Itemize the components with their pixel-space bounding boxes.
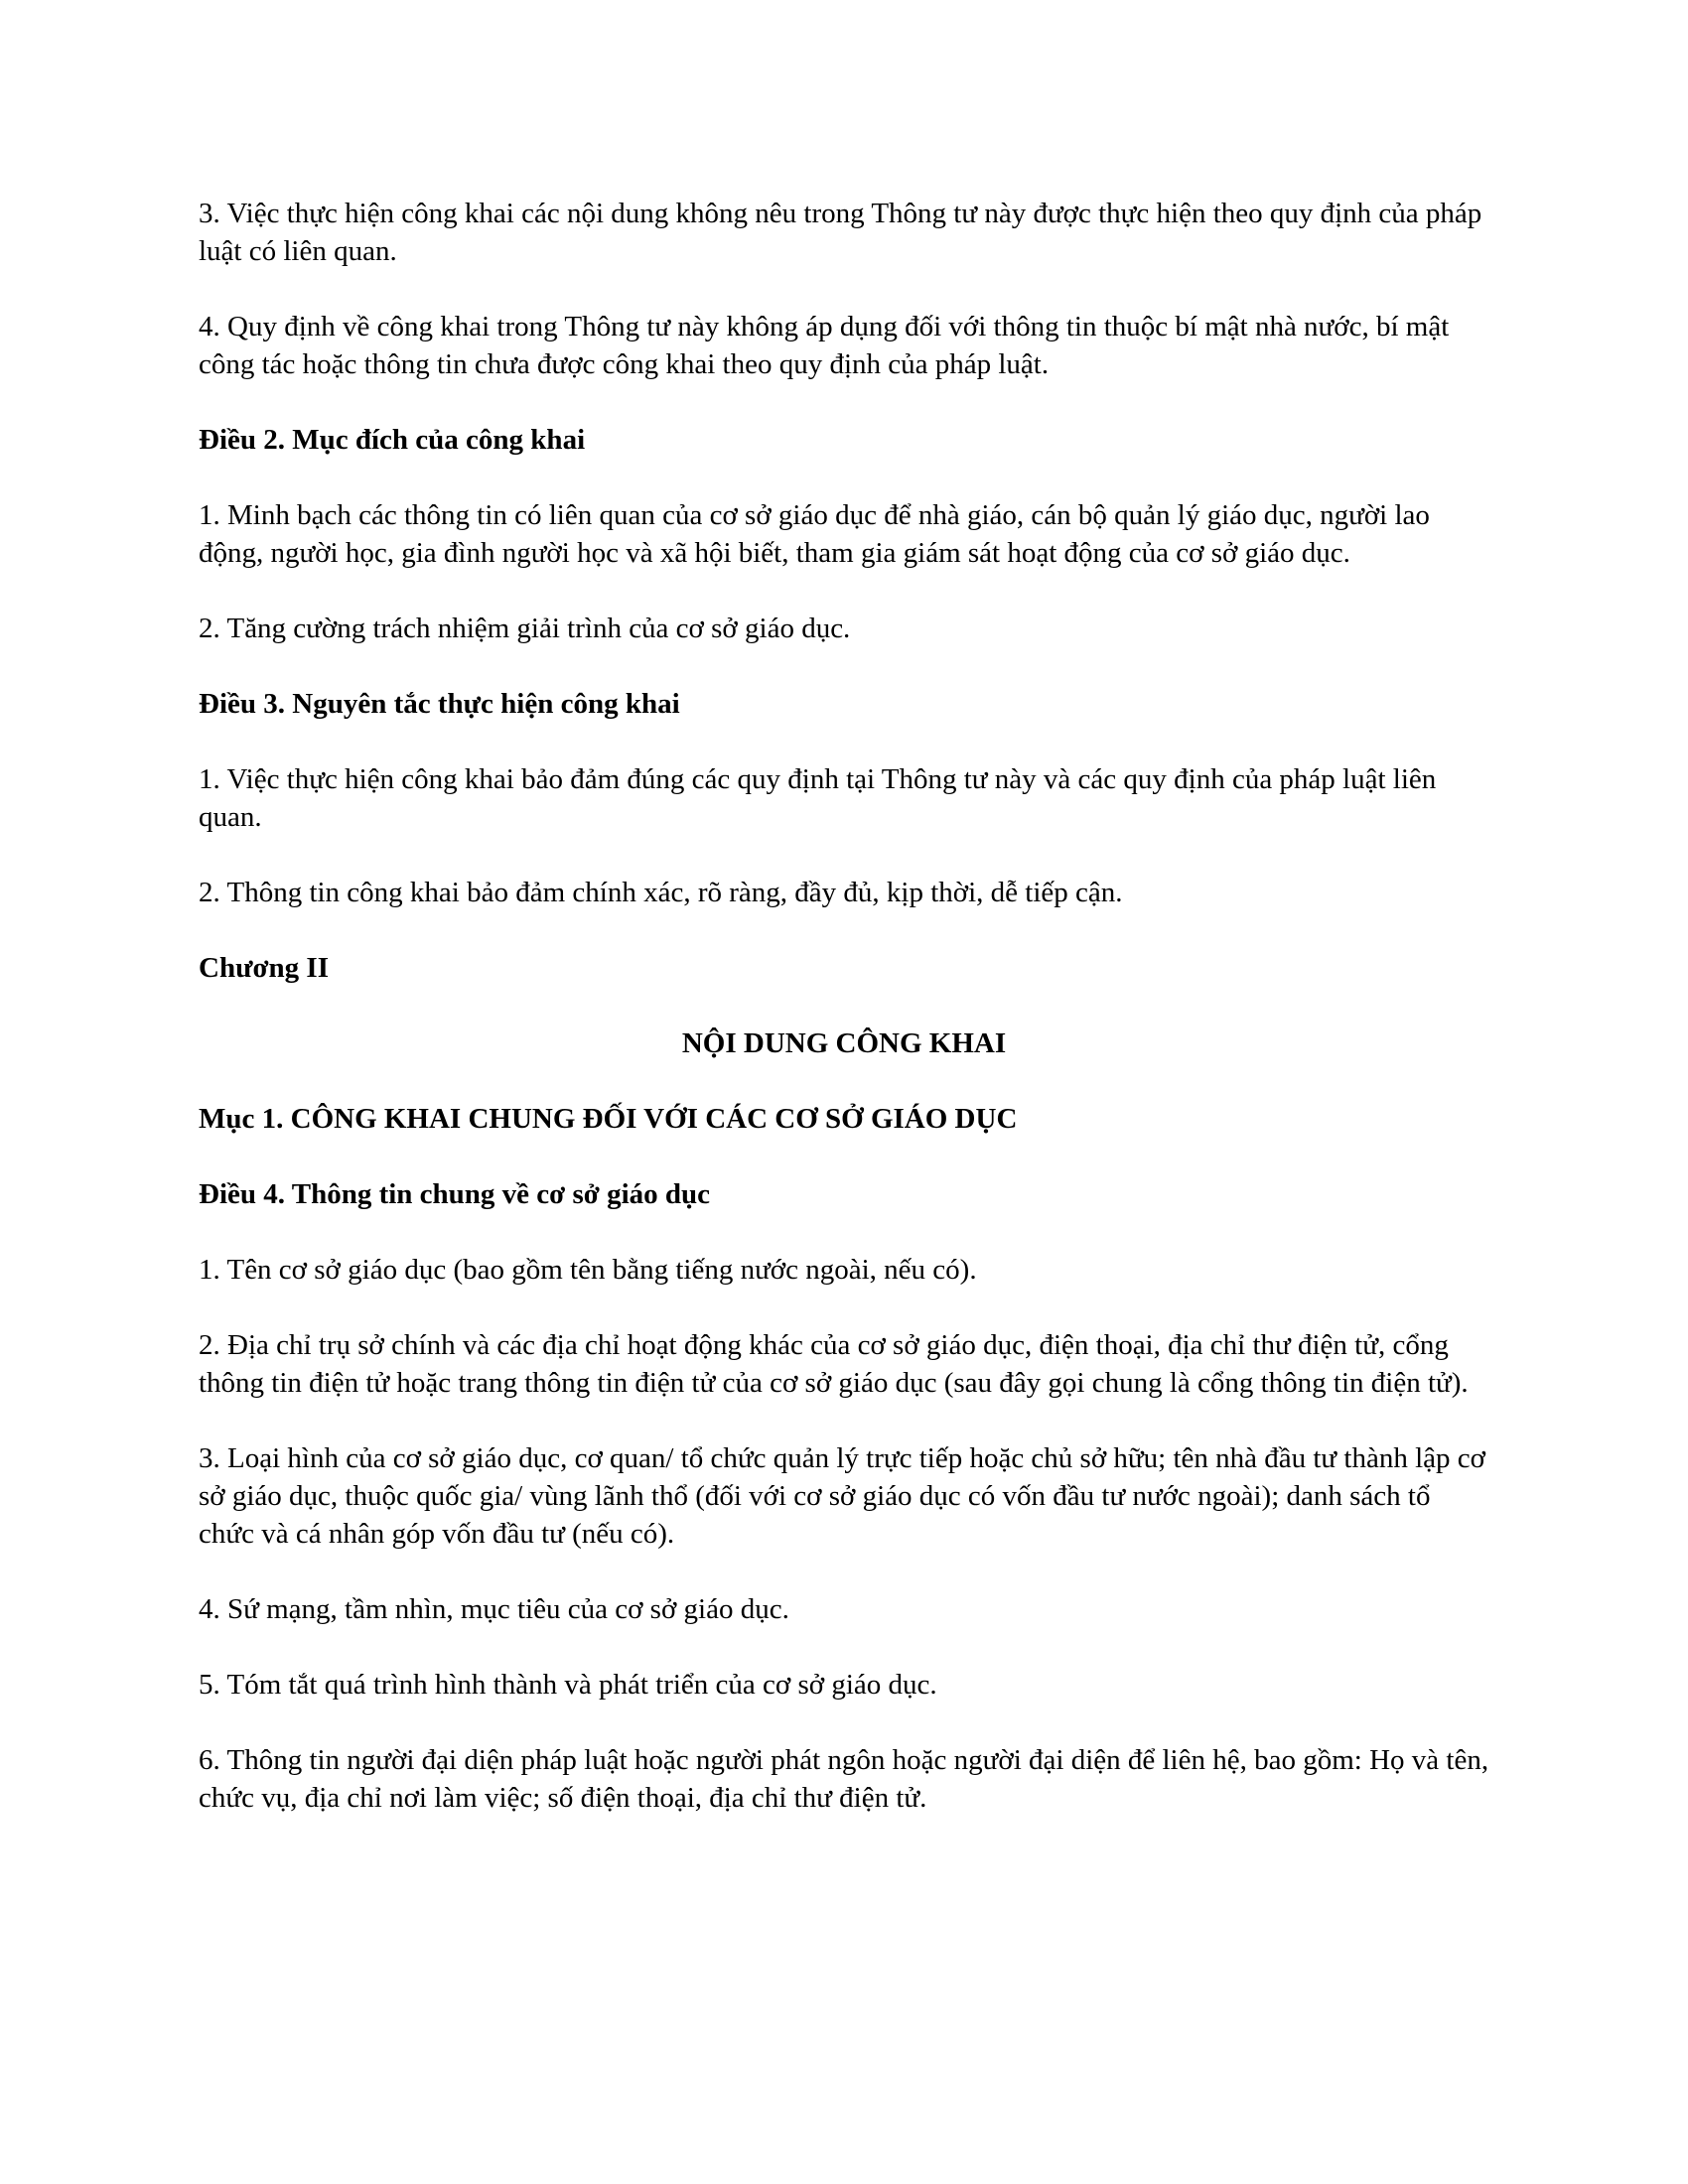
article-3-heading: Điều 3. Nguyên tắc thực hiện công khai (199, 688, 680, 720)
article-3-clause-2: 2. Thông tin công khai bảo đảm chính xác, rõ ràng, đầy đủ, kịp thời, dễ tiếp cận. (199, 877, 1123, 908)
article-4-heading: Điều 4. Thông tin chung về cơ sở giáo dục (199, 1178, 711, 1210)
article-2-heading: Điều 2. Mục đích của công khai (199, 424, 586, 456)
article-4-clause-3: 3. Loại hình của cơ sở giáo dục, cơ quan/ tổ chức quản lý trực tiếp hoặc chủ sở hữu; tên nhà đầu tư thành lập cơ sở giáo dục, thuộc quốc gia/ vùng lãnh thổ (đối với cơ sở giáo dục có vốn đầu tư nước ngoài); danh sách tổ chức và cá nhân góp vốn đầu tư (nếu có). (199, 1442, 1485, 1550)
chapter-2-heading: Chương II (199, 952, 329, 984)
paragraph-clause-4: 4. Quy định về công khai trong Thông tư này không áp dụng đối với thông tin thuộc bí mật nhà nước, bí mật công tác hoặc thông tin chưa được công khai theo quy định của pháp luật. (199, 311, 1450, 380)
paragraph-clause-3: 3. Việc thực hiện công khai các nội dung không nêu trong Thông tư này được thực hiện theo quy định của pháp luật có liên quan. (199, 198, 1482, 267)
article-3-clause-1: 1. Việc thực hiện công khai bảo đảm đúng các quy định tại Thông tư này và các quy định của pháp luật liên quan. (199, 763, 1437, 833)
article-4-clause-2: 2. Địa chỉ trụ sở chính và các địa chỉ hoạt động khác của cơ sở giáo dục, điện thoại, địa chỉ thư điện tử, cổng thông tin điện tử hoặc trang thông tin điện tử của cơ sở giáo dục (sau đây gọi chung là cổng thông tin điện tử). (199, 1329, 1469, 1399)
section-1-heading: Mục 1. CÔNG KHAI CHUNG ĐỐI VỚI CÁC CƠ SỞ GIÁO DỤC (199, 1103, 1018, 1135)
article-4-clause-4: 4. Sứ mạng, tầm nhìn, mục tiêu của cơ sở giáo dục. (199, 1593, 789, 1625)
article-4-clause-6: 6. Thông tin người đại diện pháp luật hoặc người phát ngôn hoặc người đại diện để liên hệ, bao gồm: Họ và tên, chức vụ, địa chỉ nơi làm việc; số điện thoại, địa chỉ thư điện tử. (199, 1744, 1489, 1814)
chapter-2-title: NỘI DUNG CÔNG KHAI (681, 1027, 1007, 1059)
article-4-clause-5: 5. Tóm tắt quá trình hình thành và phát triển của cơ sở giáo dục. (199, 1669, 937, 1701)
article-2-clause-1: 1. Minh bạch các thông tin có liên quan của cơ sở giáo dục để nhà giáo, cán bộ quản lý giáo dục, người lao động, người học, gia đình người học và xã hội biết, tham gia giám sát hoạt động của cơ sở giáo dục. (199, 499, 1430, 569)
article-2-clause-2: 2. Tăng cường trách nhiệm giải trình của cơ sở giáo dục. (199, 613, 851, 644)
article-4-clause-1: 1. Tên cơ sở giáo dục (bao gồm tên bằng tiếng nước ngoài, nếu có). (199, 1254, 977, 1286)
document-page (199, 195, 1489, 1854)
